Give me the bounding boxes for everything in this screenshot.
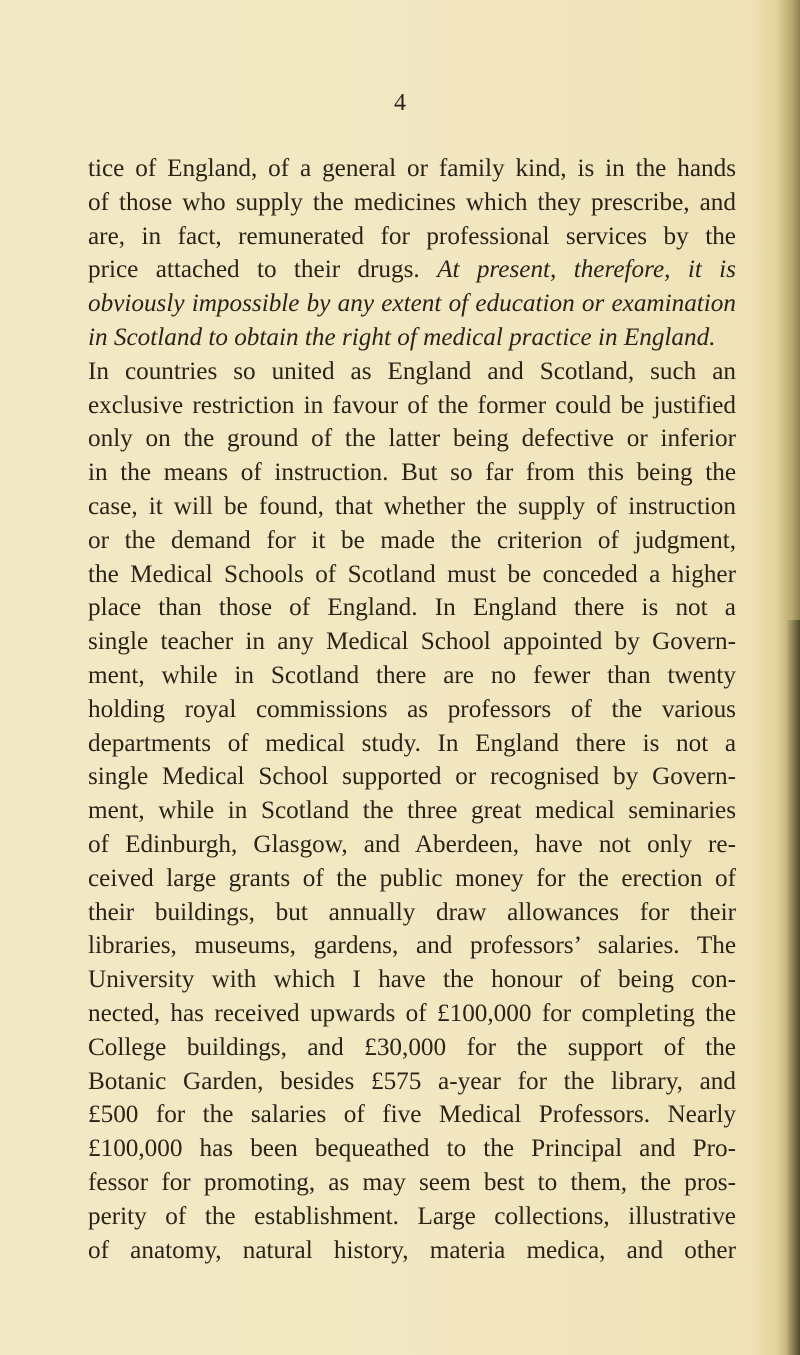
text-line: University with which I have the honour of being con-: [88, 966, 736, 994]
text-line: departments of medical study. In England there is not a: [88, 729, 736, 757]
text-line: holding royal commissions as professors of the various: [88, 695, 736, 723]
text-line: nected, has received upwards of £100,000 for completing the: [88, 999, 736, 1027]
text-line: fessor for promoting, as may seem best to them, the pros-: [88, 1168, 736, 1196]
text-line: case, it will be found, that whether the supply of instruction: [88, 492, 736, 520]
text-line: ceived large grants of the public money for the erection of: [88, 864, 736, 892]
text-line: are, in fact, remunerated for professional services by the: [88, 222, 736, 250]
text-line: perity of the establishment. Large collections, illustrative: [88, 1202, 736, 1230]
text-line: of anatomy, natural history, materia medica, and other: [88, 1236, 736, 1264]
text-line: in the means of instruction. But so far from this being the: [88, 459, 736, 487]
text-line: £500 for the salaries of five Medical Professors. Nearly: [88, 1101, 736, 1129]
text-line: £100,000 has been bequeathed to the Principal and Pro-: [88, 1135, 736, 1163]
page-edge-shadow: [786, 620, 800, 1355]
italic-text-run: At present, therefore, it is: [437, 256, 736, 284]
text-line: or the demand for it be made the criterion of judgment,: [88, 526, 736, 554]
text-line: single Medical School supported or recognised by Govern-: [88, 763, 736, 791]
text-line: their buildings, but annually draw allowances for their: [88, 898, 736, 926]
text-line: the Medical Schools of Scotland must be conceded a higher: [88, 560, 736, 588]
text-line: ment, while in Scotland there are no fewer than twenty: [88, 661, 736, 689]
text-line: Botanic Garden, besides £575 a-year for the library, and: [88, 1067, 736, 1095]
text-line: [88, 253, 736, 287]
text-run: price attached to their drugs.: [88, 256, 438, 284]
body-text: [88, 152, 736, 1267]
italic-text-line: in Scotland to obtain the right of medical practice in England.: [88, 323, 716, 351]
text-line: In countries so united as England and Scotland, such an: [88, 357, 736, 385]
text-line: only on the ground of the latter being defective or inferior: [88, 425, 736, 453]
text-line: single teacher in any Medical School appointed by Govern-: [88, 628, 736, 656]
text-line: exclusive restriction in favour of the former could be justified: [88, 391, 736, 419]
text-line: place than those of England. In England there is not a: [88, 594, 736, 622]
text-line: College buildings, and £30,000 for the support of the: [88, 1033, 736, 1061]
text-line: tice of England, of a general or family kind, is in the hands: [88, 155, 736, 182]
text-line: of those who supply the medicines which they prescribe, and: [88, 188, 736, 216]
text-line: of Edinburgh, Glasgow, and Aberdeen, have not only re-: [88, 830, 736, 858]
italic-text-line: obviously impossible by any extent of education or examination: [88, 290, 736, 318]
page-number: 4: [394, 90, 406, 116]
text-line: ment, while in Scotland the three great medical seminaries: [88, 797, 736, 825]
text-line: libraries, museums, gardens, and professors’ salaries. The: [88, 932, 736, 960]
